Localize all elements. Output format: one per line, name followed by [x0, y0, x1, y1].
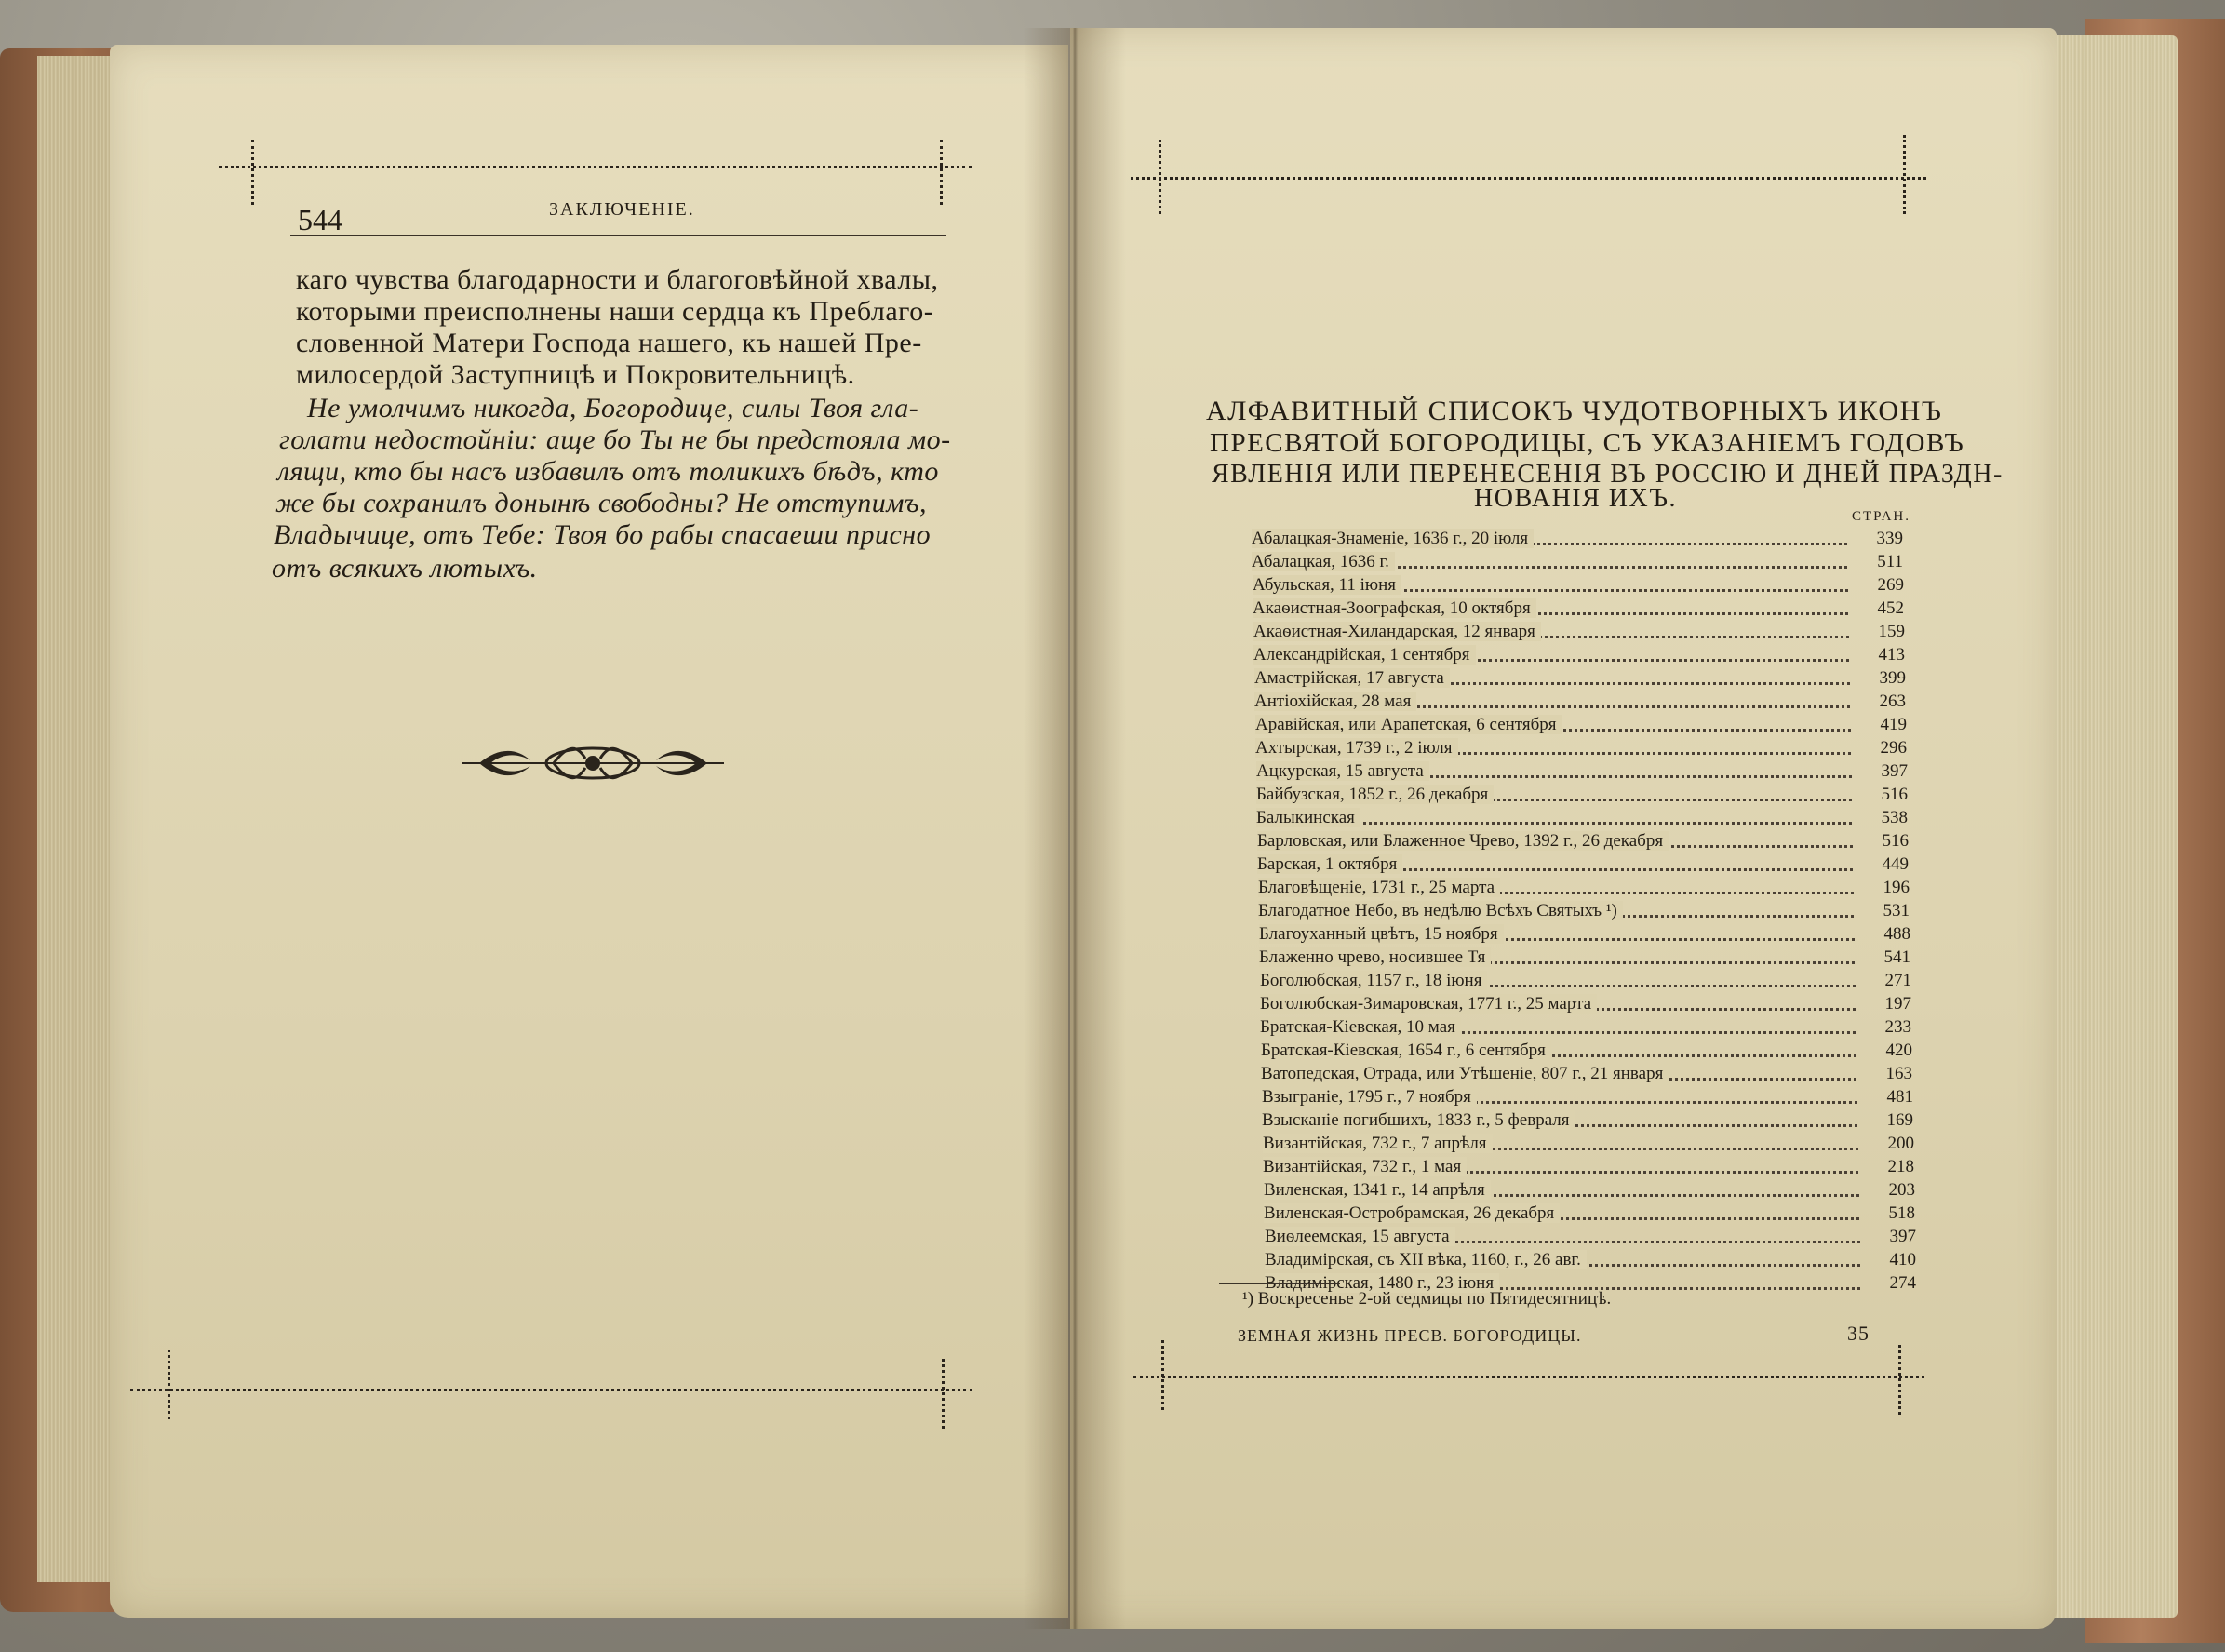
entry-name-text: Благовѣщеніе, 1731 г., 25 марта — [1258, 878, 1500, 897]
list-entry — [1257, 831, 1909, 853]
entry-page-number: 233 — [1884, 1017, 1911, 1037]
list-entry — [1254, 692, 1906, 714]
list-entry — [1256, 808, 1908, 830]
left-frame-corner-tl — [251, 140, 254, 205]
list-entry — [1253, 622, 1905, 644]
left-folio: 544 — [298, 203, 342, 236]
right-frame-corner-tr — [1903, 135, 1906, 214]
list-entry — [1260, 971, 1911, 993]
entry-page-number: 274 — [1889, 1273, 1916, 1293]
entry-page-number: 200 — [1887, 1134, 1914, 1153]
left-frame-top — [219, 166, 972, 168]
left-frame-corner-br — [942, 1359, 945, 1429]
list-entry — [1255, 715, 1907, 737]
prayer-line: Владычице, отъ Тебе: Твоя бо рабы спасаеши присно — [274, 519, 932, 550]
right-frame-corner-br — [1898, 1345, 1901, 1415]
entry-name — [1265, 1250, 1587, 1270]
entry-page-number: 419 — [1880, 715, 1907, 734]
list-entry — [1265, 1227, 1916, 1249]
entry-name-text: Амастрійская, 17 августа — [1254, 668, 1450, 688]
list-entry — [1263, 1134, 1914, 1156]
entry-page-number: 518 — [1888, 1203, 1915, 1223]
entry-name-text: Братская-Кіевская, 10 мая — [1260, 1017, 1461, 1037]
entry-page-number: 218 — [1887, 1157, 1914, 1176]
left-frame-corner-bl — [168, 1350, 170, 1419]
entry-page-number: 449 — [1882, 854, 1909, 874]
entry-name-text: Александрійская, 1 сентября — [1253, 645, 1476, 665]
entry-name-text: Акаѳистная-Хиландарская, 12 января — [1253, 622, 1541, 641]
list-entry — [1262, 1110, 1913, 1133]
entry-page-number: 420 — [1885, 1041, 1912, 1060]
entry-name — [1256, 785, 1494, 805]
entry-name — [1262, 1110, 1575, 1131]
entry-name — [1255, 738, 1458, 759]
entry-name — [1257, 854, 1402, 875]
entry-page-number: 413 — [1878, 645, 1905, 665]
left-frame-bottom — [130, 1389, 972, 1391]
list-entry — [1257, 854, 1909, 877]
entry-name — [1254, 692, 1416, 712]
entry-name — [1256, 761, 1429, 782]
list-entry — [1264, 1180, 1915, 1202]
prayer-line: же бы сохранилъ донынѣ свободны? Не отступимъ, — [275, 488, 927, 518]
list-entry — [1263, 1157, 1914, 1179]
entry-page-number: 511 — [1877, 552, 1903, 571]
entry-name — [1262, 1087, 1477, 1108]
entry-page-number: 452 — [1877, 598, 1904, 618]
entry-name-text: Братская-Кіевская, 1654 г., 6 сентября — [1261, 1041, 1551, 1060]
entry-name-text: Благоуханный цвѣтъ, 15 ноября — [1259, 924, 1504, 944]
entry-name-text: Ахтырская, 1739 г., 2 іюля — [1255, 738, 1458, 758]
fleuron-ornament — [461, 740, 726, 786]
entry-name — [1257, 831, 1669, 852]
entry-name — [1252, 552, 1395, 572]
entry-name — [1258, 901, 1623, 921]
list-entry — [1253, 598, 1904, 621]
entry-page-number: 296 — [1880, 738, 1907, 758]
list-entry — [1259, 924, 1910, 947]
list-entry — [1259, 947, 1910, 970]
entry-page-number: 169 — [1886, 1110, 1913, 1130]
left-head-rule — [290, 235, 946, 236]
entry-name-text: Владимірская, съ XII вѣка, 1160, г., 26 авг. — [1265, 1250, 1587, 1269]
entry-page-number: 397 — [1881, 761, 1908, 781]
entry-name — [1260, 1017, 1461, 1038]
entry-page-number: 196 — [1883, 878, 1910, 897]
entry-page-number: 531 — [1883, 901, 1910, 920]
entry-name — [1256, 808, 1360, 828]
entry-name-text: Барская, 1 октября — [1257, 854, 1402, 874]
list-entry — [1262, 1087, 1913, 1109]
list-entry — [1264, 1203, 1915, 1226]
entry-name-text: Виленская, 1341 г., 14 апрѣля — [1264, 1180, 1491, 1200]
right-frame-bottom — [1133, 1376, 1924, 1378]
entry-page-number: 269 — [1877, 575, 1904, 595]
list-entry — [1256, 785, 1908, 807]
paragraph-line: милосердой Заступницѣ и Покровительницѣ. — [296, 359, 855, 390]
entry-page-number: 481 — [1886, 1087, 1913, 1107]
entry-name — [1259, 947, 1491, 968]
pages-column-label: СТРАН. — [1852, 509, 1911, 524]
entry-name — [1254, 668, 1450, 689]
list-entry — [1260, 1017, 1911, 1040]
entry-name-text: Блаженно чрево, носившее Тя — [1259, 947, 1491, 967]
entry-name — [1261, 1064, 1669, 1084]
entry-name-text: Взыграніе, 1795 г., 7 ноября — [1262, 1087, 1477, 1107]
entry-name — [1253, 645, 1476, 665]
list-entry — [1258, 878, 1910, 900]
list-entry — [1255, 738, 1907, 760]
entry-page-number: 538 — [1881, 808, 1908, 827]
prayer-line: отъ всякихъ лютыхъ. — [272, 553, 538, 584]
entry-name — [1252, 529, 1534, 549]
entry-name-text: Виленская-Остробрамская, 26 декабря — [1264, 1203, 1560, 1223]
entry-name — [1261, 1041, 1551, 1061]
list-entry — [1254, 668, 1906, 691]
paragraph-line: словенной Матери Господа нашего, къ нашей Пре- — [296, 328, 922, 358]
entry-page-number: 339 — [1876, 529, 1903, 548]
left-running-head: ЗАКЛЮЧЕНІЕ. — [549, 199, 695, 220]
entry-name-text: Византійская, 732 г., 7 апрѣля — [1263, 1134, 1493, 1153]
entry-page-number: 163 — [1885, 1064, 1912, 1083]
entry-page-number: 159 — [1878, 622, 1905, 641]
left-frame-corner-tr — [940, 140, 943, 205]
list-entry — [1253, 645, 1905, 667]
entry-page-number: 263 — [1879, 692, 1906, 711]
entry-name-text: Абалацкая, 1636 г. — [1252, 552, 1395, 571]
book-gutter — [1024, 28, 1126, 1629]
entry-page-number: 399 — [1879, 668, 1906, 688]
list-entry — [1252, 529, 1903, 551]
entry-name-text: Балыкинская — [1256, 808, 1360, 827]
entry-name — [1265, 1227, 1455, 1247]
entry-name-text: Акаѳистная-Зоографская, 10 октября — [1253, 598, 1536, 618]
entry-name-text: Благодатное Небо, въ недѣлю Всѣхъ Святыхъ ¹) — [1258, 901, 1623, 920]
list-heading-line: ЯВЛЕНІЯ ИЛИ ПЕРЕНЕСЕНІЯ ВЪ РОССІЮ И ДНЕЙ ПРАЗДН- — [1212, 460, 2004, 489]
entry-name-text: Абалацкая-Знаменіе, 1636 г., 20 іюля — [1252, 529, 1534, 548]
list-entry — [1261, 1041, 1912, 1063]
entry-name — [1253, 575, 1401, 596]
entry-page-number: 197 — [1884, 994, 1911, 1014]
entry-name — [1258, 878, 1500, 898]
prayer-line: лящи, кто бы насъ избавилъ отъ толикихъ бѣдъ, кто — [277, 456, 939, 487]
entry-page-number: 541 — [1883, 947, 1910, 967]
list-heading-line: НОВАНІЯ ИХЪ. — [1474, 484, 1678, 513]
entry-name-text: Виѳлеемская, 15 августа — [1265, 1227, 1455, 1246]
list-entry — [1252, 552, 1903, 574]
entry-name-text: Барловская, или Блаженное Чрево, 1392 г., 26 декабря — [1257, 831, 1669, 851]
entry-name-text: Боголюбская, 1157 г., 18 іюня — [1260, 971, 1487, 990]
entry-name-text: Владимірская, 1480 г., 23 іюня — [1265, 1273, 1499, 1293]
entry-name-text: Боголюбская-Зимаровская, 1771 г., 25 марта — [1260, 994, 1597, 1014]
entry-name — [1255, 715, 1562, 735]
entry-page-number: 397 — [1889, 1227, 1916, 1246]
prayer-line: голати недостойніи: аще бо Ты не бы предстояла мо- — [279, 424, 951, 455]
entry-name — [1253, 622, 1541, 642]
entry-name-text: Абульская, 11 іюня — [1253, 575, 1401, 595]
entry-name — [1264, 1180, 1491, 1201]
entry-name — [1264, 1203, 1560, 1224]
entry-name-text: Аравійская, или Арапетская, 6 сентября — [1255, 715, 1562, 734]
footnote-rule — [1219, 1283, 1340, 1284]
entry-name — [1260, 971, 1487, 991]
list-heading-line: ПРЕСВЯТОЙ БОГОРОДИЦЫ, СЪ УКАЗАНІЕМЪ ГОДОВЪ — [1210, 428, 1965, 458]
entry-page-number: 516 — [1882, 831, 1909, 851]
right-frame-corner-tl — [1159, 140, 1161, 214]
entry-page-number: 488 — [1883, 924, 1910, 944]
entry-name-text: Ватопедская, Отрада, или Утѣшеніе, 807 г., 21 января — [1261, 1064, 1669, 1083]
list-entry — [1258, 901, 1910, 923]
entry-name-text: Ацкурская, 15 августа — [1256, 761, 1429, 781]
prayer-line: Не умолчимъ никогда, Богородице, силы Твоя гла- — [307, 393, 919, 423]
entry-page-number: 271 — [1884, 971, 1911, 990]
entry-page-number: 203 — [1888, 1180, 1915, 1200]
entry-name — [1253, 598, 1536, 619]
entry-page-number: 410 — [1889, 1250, 1916, 1269]
entry-page-number: 516 — [1881, 785, 1908, 804]
list-entry — [1260, 994, 1911, 1016]
entry-name-text: Байбузская, 1852 г., 26 декабря — [1256, 785, 1494, 804]
paragraph-line: которыми преисполнены наши сердца къ Преблаго- — [296, 296, 934, 327]
list-entry — [1253, 575, 1904, 598]
list-entry — [1256, 761, 1908, 784]
list-heading-line: АЛФАВИТНЫЙ СПИСОКЪ ЧУДОТВОРНЫХЪ ИКОНЪ — [1206, 396, 1943, 426]
right-frame-top — [1131, 177, 1926, 180]
entry-name — [1263, 1157, 1467, 1177]
entry-name-text: Взысканіе погибшихъ, 1833 г., 5 февраля — [1262, 1110, 1575, 1130]
signature-number: 35 — [1847, 1322, 1870, 1345]
list-entry — [1261, 1064, 1912, 1086]
right-frame-corner-bl — [1161, 1340, 1164, 1410]
entry-name — [1263, 1134, 1493, 1154]
footnote: ¹) Воскресенье 2-ой седмицы по Пятидесятницѣ. — [1242, 1289, 1612, 1309]
entry-name-text: Антіохійская, 28 мая — [1254, 692, 1416, 711]
paragraph-line: каго чувства благодарности и благоговѣйной хвалы, — [296, 264, 939, 295]
list-entry — [1265, 1250, 1916, 1272]
entry-name — [1259, 924, 1504, 945]
signature-mark: ЗЕМНАЯ ЖИЗНЬ ПРЕСВ. БОГОРОДИЦЫ. — [1238, 1326, 1582, 1345]
entry-name-text: Византійская, 732 г., 1 мая — [1263, 1157, 1467, 1176]
entry-name — [1260, 994, 1597, 1014]
